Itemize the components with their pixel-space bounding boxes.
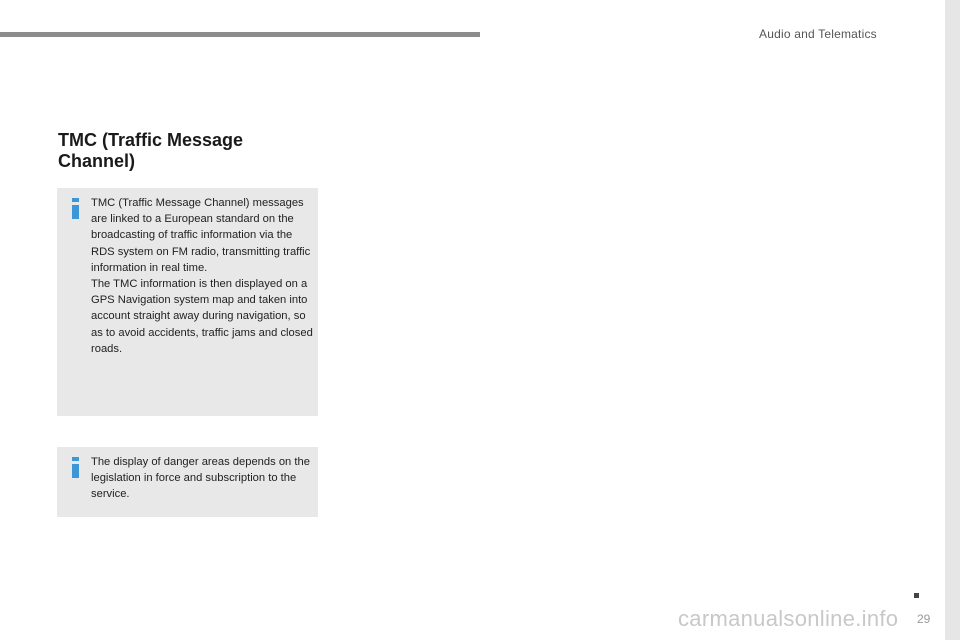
page-edge-strip [945,0,960,640]
info-paragraph: The TMC information is then displayed on a GPS Navigation system map and taken into account straight away during navigation, so as to avoid accidents, traffic jams and closed roads. [91,278,313,355]
info-box-danger-areas [57,447,318,517]
page-number: 29 [917,612,931,626]
info-box-text [91,195,313,357]
info-icon [72,198,79,219]
page-title-line-2: Channel) [58,151,136,171]
info-paragraph: TMC (Traffic Message Channel) messages are linked to a European standard on the broadcasting of traffic information via the RDS system on FM radio, transmitting traffic information in real time. [91,197,311,274]
footer-marker [914,593,919,598]
info-box-text [91,454,313,503]
watermark-text: carmanualsonline.info [678,606,899,631]
section-header: Audio and Telematics [759,27,877,41]
page-title [58,130,318,172]
info-paragraph: The display of danger areas depends on the legislation in force and subscription to the service. [91,456,310,501]
info-icon [72,457,79,478]
page-title-line-1: TMC (Traffic Message [58,130,244,150]
info-box-tmc [57,188,318,416]
header-rule [0,32,480,37]
